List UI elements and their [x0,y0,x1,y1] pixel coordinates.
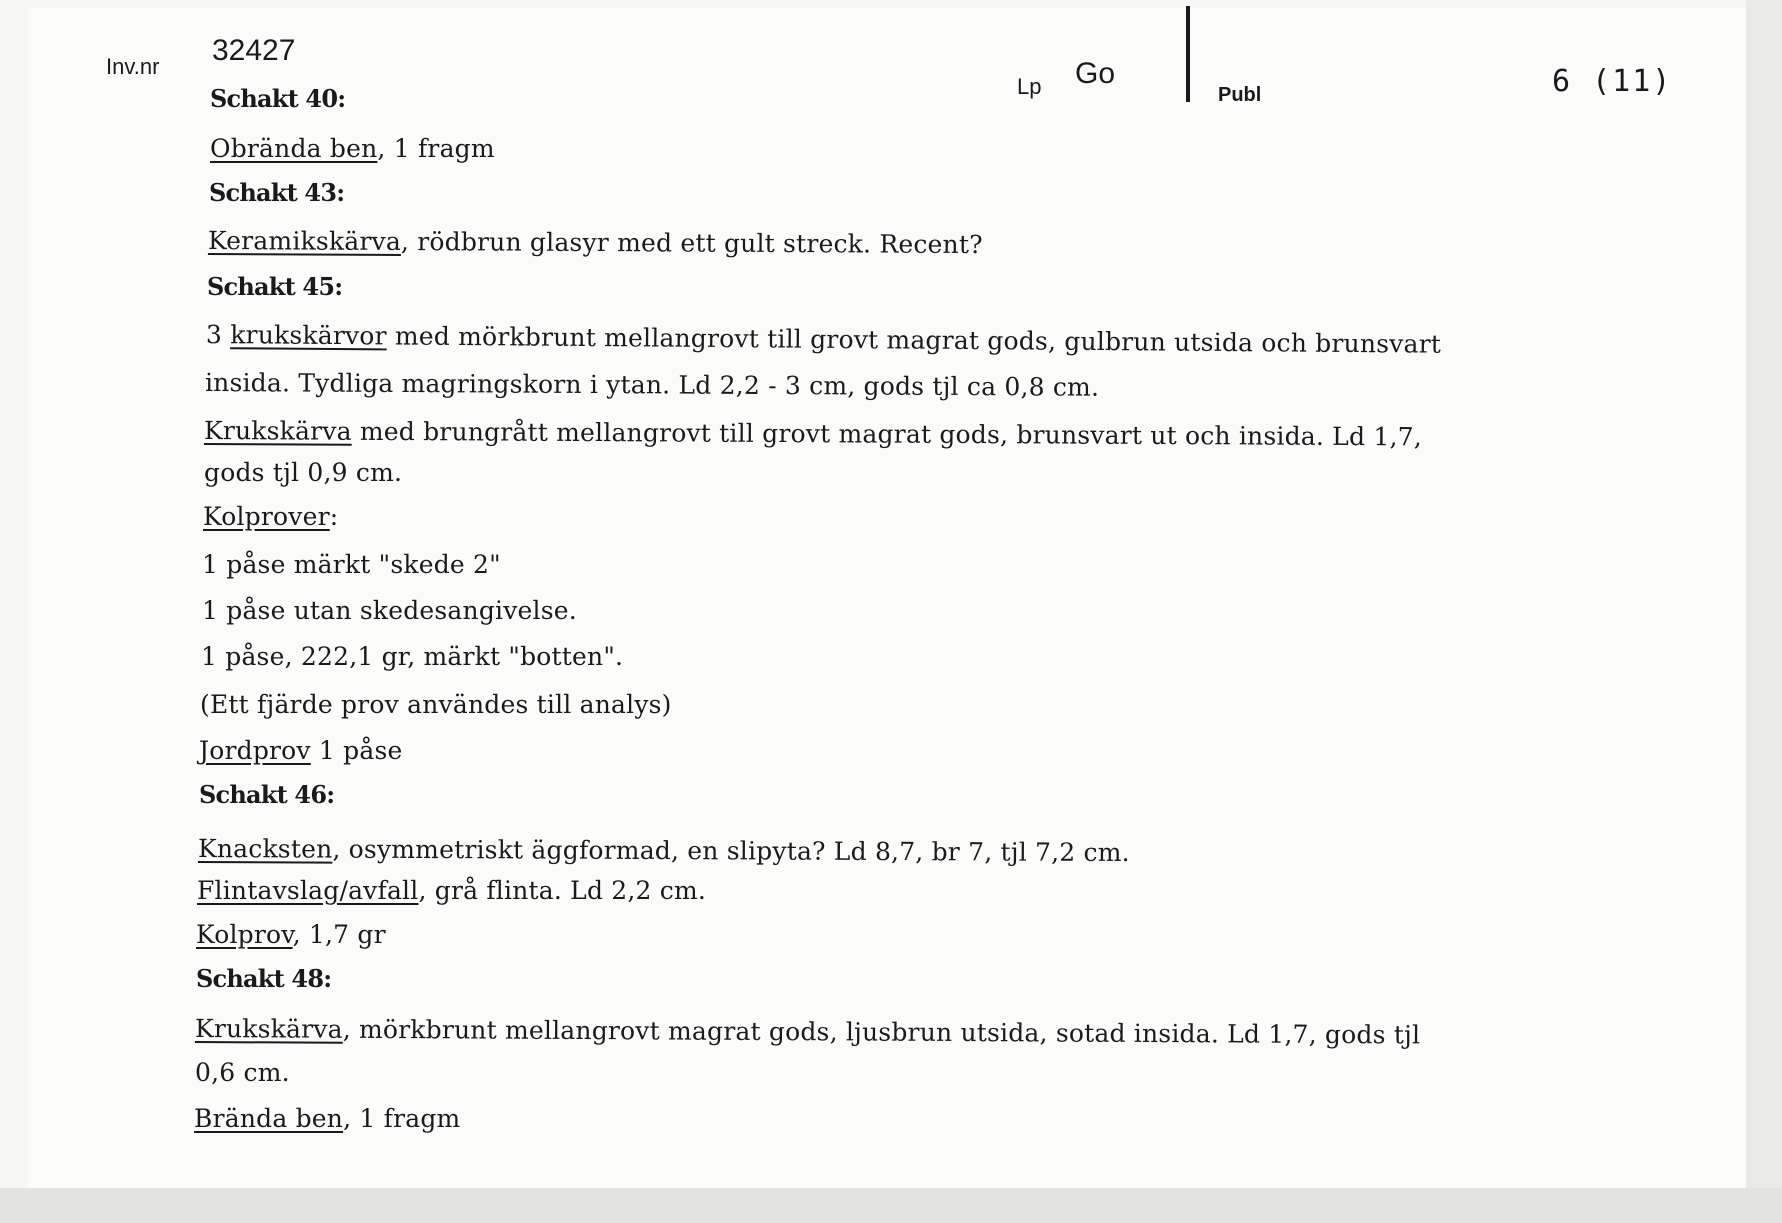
entry-line: gods tjl 0,9 cm. [204,458,403,487]
entry-term: Obrända ben [210,134,378,163]
inventory-number: 32427 [212,34,296,67]
entry-term: Flintavslag/avfall [197,876,419,905]
entry-text: , rödbrun glasyr med ett gult streck. Recent? [400,227,983,260]
entry-text: , grå flinta. Ld 2,2 cm. [418,876,707,905]
entry-term: Knacksten [197,834,333,864]
entry-term: Jordprov [199,736,311,765]
heading-schakt-46: Schakt 46: [199,780,335,809]
lp-value: Go [1075,57,1116,90]
entry-line: (Ett fjärde prov användes till analys) [200,690,672,719]
entry-prefix: 3 [205,320,231,350]
page-number: 6 (11) [1552,64,1673,99]
entry-text: med mörkbrunt mellangrovt till grovt magrat gods, gulbrun utsida och brunsvart [386,321,1442,359]
header-divider [1186,6,1190,102]
entry-line: 1 påse utan skedesangivelse. [202,596,577,625]
entry-line: insida. Tydliga magringskorn i ytan. Ld 2,2 - 3 cm, gods tjl ca 0,8 cm. [204,368,1100,402]
entry-term: krukskärvor [230,320,387,351]
entry-term: Brända ben [194,1104,344,1133]
entry-line: 1 påse, 222,1 gr, märkt "botten". [201,642,624,671]
heading-schakt-43: Schakt 43: [209,178,345,207]
lp-label: Lp [1017,74,1042,99]
entry-line [203,502,338,531]
scan-edge-bottom [0,1188,1782,1223]
entry-line [194,1104,460,1133]
entry-line: 1 påse märkt "skede 2" [202,550,501,579]
entry-text: , 1 fragm [343,1104,461,1133]
entry-term: Kolprov [196,920,293,949]
heading-schakt-48: Schakt 48: [196,964,332,993]
entry-text: , 1,7 gr [292,920,386,949]
entry-text: , osymmetriskt äggformad, en slipyta? Ld 8,7, br 7, tjl 7,2 cm. [332,834,1130,868]
entry-line [196,920,386,949]
entry-line [210,134,495,163]
entry-text: : [329,502,339,531]
entry-text: med brungrått mellangrovt till grovt magrat gods, brunsvart ut och insida. Ld 1,7, [351,416,1422,452]
entry-line [208,226,983,259]
entry-line: 0,6 cm. [195,1058,290,1087]
entry-term: Krukskärva [194,1014,343,1044]
publ-label: Publ [1218,84,1262,106]
entry-term: Keramikskärva [207,226,402,257]
inv-label: Inv.nr [106,54,160,79]
entry-line [197,876,706,905]
entry-text: , 1 fragm [377,134,495,163]
entry-term: Kolprover [203,502,330,531]
entry-text: , mörkbrunt mellangrovt magrat gods, ljusbrun utsida, sotad insida. Ld 1,7, gods tjl [342,1014,1421,1050]
entry-text: 1 påse [310,736,403,765]
entry-term: Krukskärva [203,416,352,446]
heading-schakt-40: Schakt 40: [210,84,346,113]
scan-edge-right [1746,0,1782,1223]
entry-line [199,736,403,765]
heading-schakt-45: Schakt 45: [207,272,343,301]
entry-line [198,834,1130,867]
